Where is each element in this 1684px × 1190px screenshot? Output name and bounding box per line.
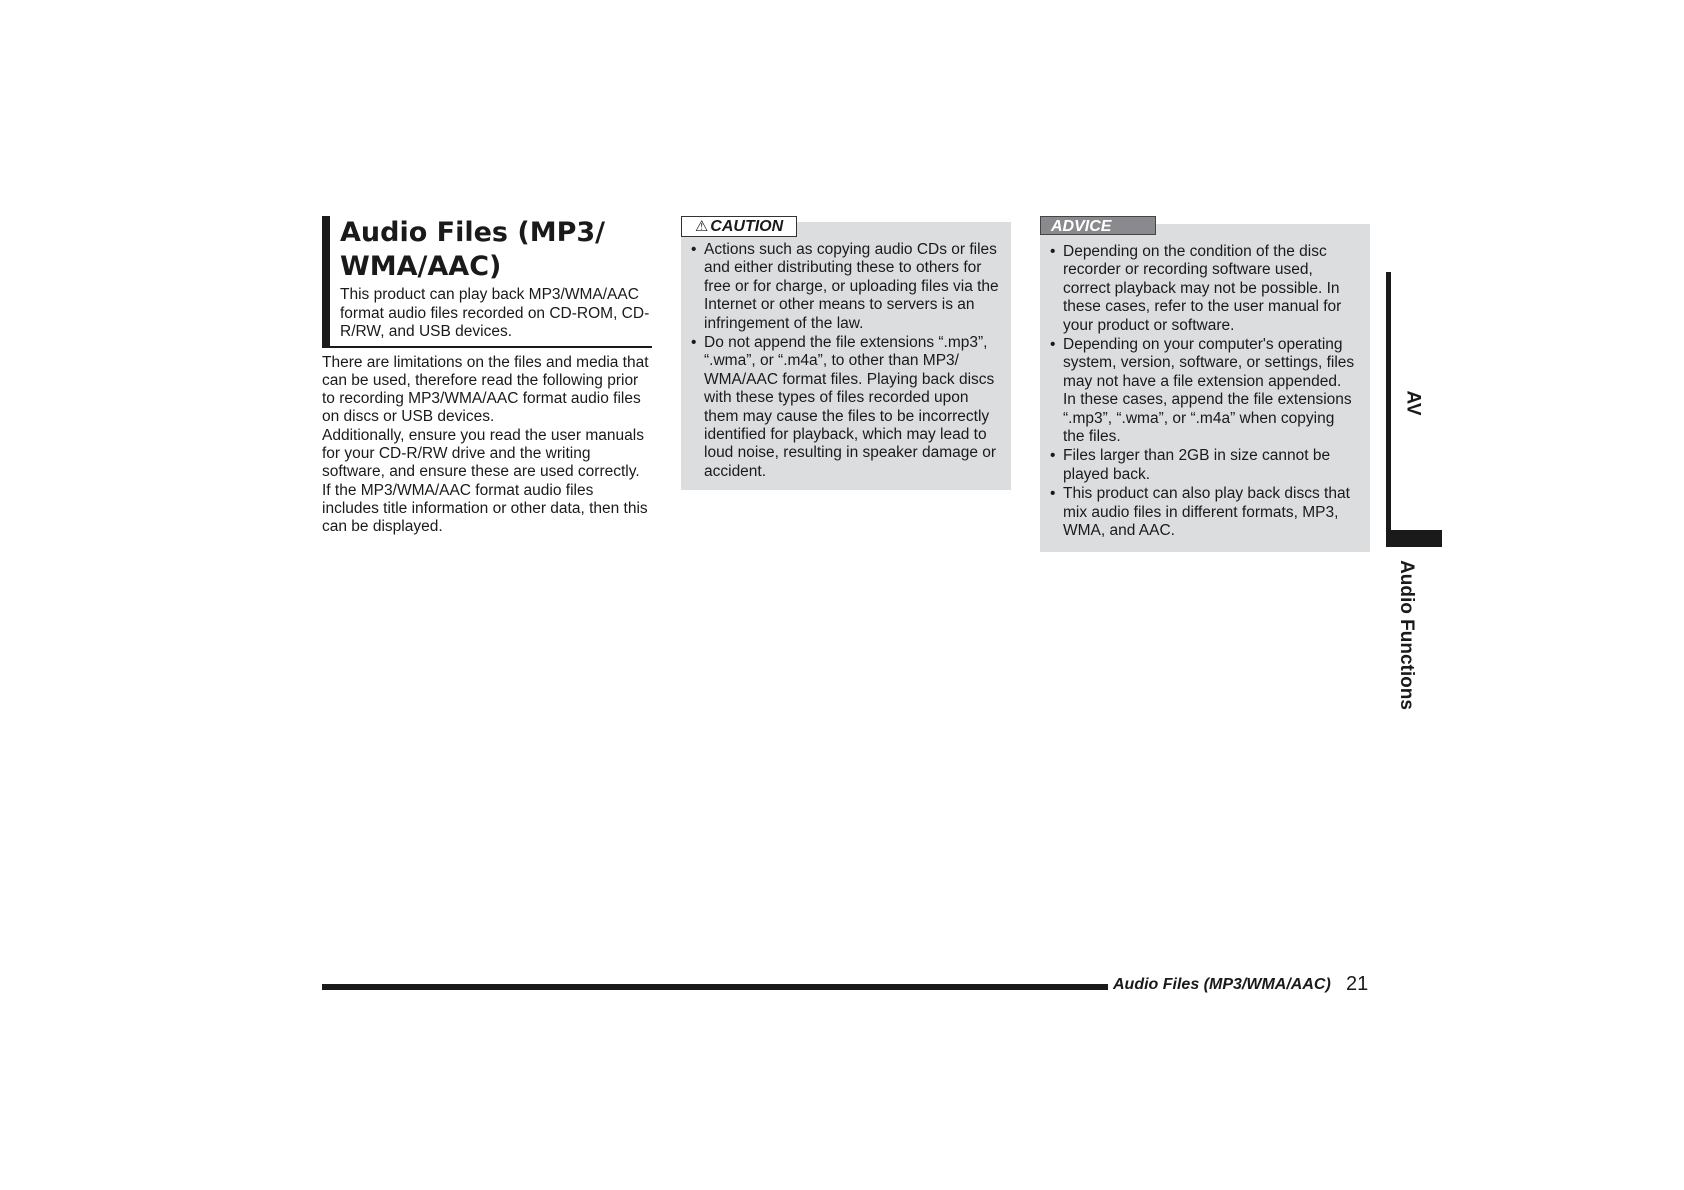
advice-label: ADVICE bbox=[1040, 216, 1156, 235]
caution-item: • Do not append the file extensions “.mp3”, “.wma”, or “.m4a”, to other than MP3/ WMA/AAC format files. Playing back discs with these types of files recorded upon them may cause the files to be incorrectly identified for playback, which may lead to loud noise, resulting in speaker damage or accident. bbox=[681, 334, 1001, 481]
chapter-tab-label: AV bbox=[1401, 390, 1423, 416]
side-tab-line bbox=[1386, 272, 1391, 530]
body-paragraph: If the MP3/WMA/AAC format audio files includes title information or other data, then this can be displayed. bbox=[322, 481, 648, 536]
main-section bbox=[322, 216, 652, 536]
section-tab-label: Audio Functions bbox=[1396, 560, 1417, 710]
caution-item: • Actions such as copying audio CDs or files and either distributing these to others for free or for charge, or uploading files via the Internet or other means to servers is an infringement of the law. bbox=[681, 241, 1001, 333]
caution-box bbox=[681, 222, 1011, 490]
advice-list bbox=[1040, 224, 1370, 541]
advice-item: • Depending on the condition of the disc recorder or recording software used, correct playback may not be possible. In these cases, refer to the user manual for your product or software. bbox=[1040, 243, 1358, 335]
section-header bbox=[322, 216, 652, 348]
chapter-tab bbox=[1392, 383, 1432, 423]
advice-item: • Depending on your computer's operating system, version, software, or settings, files may not have a file extension appended. In these cases, append the file extensions “.mp3”, “.wma”, or “.m4a” when copying the files. bbox=[1040, 336, 1358, 446]
body-paragraph: There are limitations on the files and media that can be used, therefore read the following prior to recording MP3/WMA/AAC format audio files on discs or USB devices. bbox=[322, 353, 649, 426]
body-text bbox=[322, 354, 652, 537]
footer-rule bbox=[322, 984, 1108, 990]
advice-item: • Files larger than 2GB in size cannot be played back. bbox=[1040, 447, 1358, 484]
side-tab-marker bbox=[1386, 530, 1442, 547]
warning-triangle-icon: ⚠ bbox=[694, 218, 709, 235]
page-title-line2: WMA/AAC) bbox=[340, 251, 502, 282]
footer-title: Audio Files (MP3/WMA/AAC) bbox=[1113, 976, 1331, 993]
page-number: 21 bbox=[1346, 973, 1369, 995]
advice-item: • This product can also play back discs that mix audio files in different formats, MP3, WMA, and AAC. bbox=[1040, 485, 1358, 540]
body-paragraph: Additionally, ensure you read the user manuals for your CD-R/RW drive and the writing software, and ensure these are used correctly. bbox=[322, 426, 644, 481]
page-title-line1: Audio Files (MP3/ bbox=[340, 217, 606, 248]
caution-label-text: CAUTION bbox=[710, 218, 784, 235]
page-title bbox=[340, 216, 652, 284]
section-tab bbox=[1316, 560, 1496, 710]
caution-list bbox=[681, 222, 1011, 481]
intro-text: This product can play back MP3/WMA/AAC format audio files recorded on CD-ROM, CD-R/RW, and USB devices. bbox=[340, 286, 650, 340]
advice-box bbox=[1040, 224, 1370, 552]
caution-label bbox=[681, 216, 797, 237]
